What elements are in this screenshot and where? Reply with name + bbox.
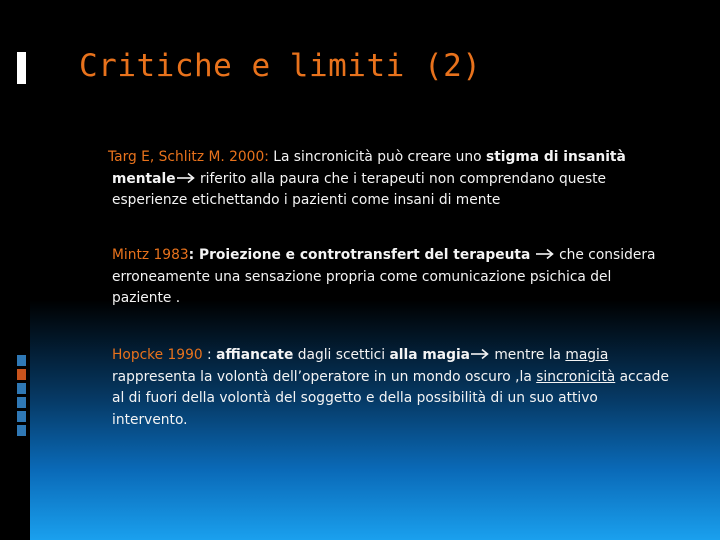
slide-title: Critiche e limiti (2) [79,48,482,84]
arrow-right-icon [176,172,196,184]
side-bar-orange [17,369,26,380]
sincronicita-underlined: sincronicità [536,368,616,385]
reference-hopcke: Hopcke 1990 [112,347,203,363]
magia-underlined: magia [565,347,609,363]
arrow-right-icon [535,248,555,260]
reference-mintz: Mintz 1983 [112,247,189,263]
projection-phrase: Proiezione e controtransfert del terapeuta [194,247,531,263]
side-bar-blue-4 [17,411,26,422]
arrow-right-icon [470,348,490,360]
paragraph-hopcke: Hopcke 1990 : affiancate dagli scettici alla magia mentre la magia rappresenta la volontà dell’operatore in un mondo oscuro ,la sincronicità accade al di fuori della volontà del soggetto e della possibilità di un suo attivo intervento. [112,347,669,428]
side-bar-blue-2 [17,383,26,394]
paragraph-targ: Targ E, Schlitz M. 2000: La sincronicità può creare uno stigma di insanità mentale riferito alla paura che i terapeuti non comprendano queste esperienze etichettando i pazienti come insani di mente [108,149,626,208]
side-bar-blue-3 [17,397,26,408]
stigma-phrase: stigma di insanità mentale [112,149,626,187]
title-accent-bar [17,52,26,84]
side-bar-blue-1 [17,355,26,366]
side-bar-blue-5 [17,425,26,436]
paragraph-mintz: Mintz 1983: Proiezione e controtransfert del terapeuta che considera erroneamente una sensazione propria come comunicazione psichica del paziente . [112,247,656,306]
reference-targ: Targ E, Schlitz M. 2000: [108,149,269,165]
